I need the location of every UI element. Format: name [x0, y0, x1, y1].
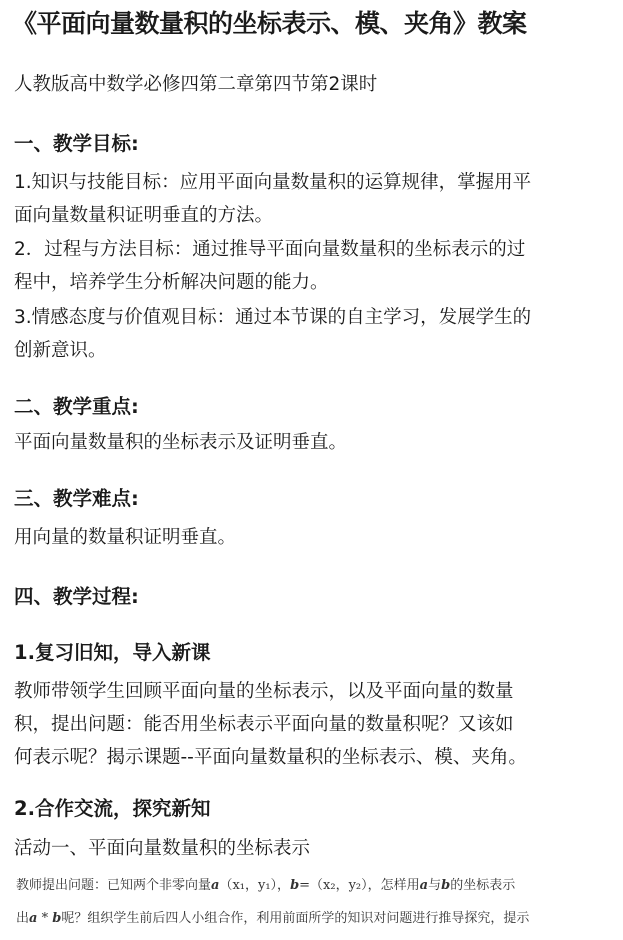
question-text-c: =（x₂，y₂），怎样用 [299, 878, 420, 893]
vector-a-symbol: a [29, 911, 38, 926]
section-heading-process: 四、教学过程: [14, 585, 139, 608]
section-heading-key-points: 二、教学重点: [14, 395, 139, 418]
question-text-b: （x₁，y₁）， [219, 878, 291, 893]
document-subtitle: 人教版高中数学必修四第二章第四节第2课时 [14, 74, 378, 95]
question-text-e: 的坐标表示 [450, 878, 516, 893]
process-review-line1: 教师带领学生回顾平面向量的坐标表示，以及平面向量的数量 [14, 681, 514, 702]
vector-b-symbol: b [52, 911, 62, 926]
vector-a-symbol: a [419, 878, 429, 893]
objective-item-2-line1: 2．过程与方法目标：通过推导平面向量数量积的坐标表示的过 [14, 239, 526, 260]
section-heading-objectives: 一、教学目标: [14, 132, 139, 155]
dot-operator: * [37, 911, 53, 926]
process-review-paragraph [14, 675, 614, 774]
objective-item-3-line2: 创新意识。 [14, 340, 107, 361]
vector-b-symbol: b [441, 878, 451, 893]
question-text-f: 出 [16, 911, 30, 926]
objective-item-1-line1: 1.知识与技能目标：应用平面向量数量积的运算规律，掌握用平 [14, 172, 532, 193]
difficulties-text: 用向量的数量积证明垂直。 [14, 527, 237, 548]
process-cooperate-heading: 2.合作交流，探究新知 [14, 797, 211, 820]
objective-item-2 [14, 233, 614, 299]
objective-item-1 [14, 166, 614, 232]
question-text-d: 与 [428, 878, 442, 893]
document-title: 《平面向量数量积的坐标表示、模、夹角》教案 [12, 9, 527, 38]
objective-item-1-line2: 面向量数量积证明垂直的方法。 [14, 205, 274, 226]
key-points-text: 平面向量数量积的坐标表示及证明垂直。 [14, 432, 348, 453]
process-review-line2: 积，提出问题：能否用坐标表示平面向量的数量积呢？又该如 [14, 714, 514, 735]
question-text-a: 教师提出问题：已知两个非零向量 [16, 878, 212, 893]
vector-b-symbol: b [290, 878, 300, 893]
objective-item-3-line1: 3.情感态度与价值观目标：通过本节课的自主学习，发展学生的 [14, 307, 532, 328]
objective-item-3 [14, 301, 614, 367]
process-activity-title: 活动一、平面向量数量积的坐标表示 [14, 838, 311, 859]
process-review-heading: 1.复习旧知，导入新课 [14, 641, 211, 664]
activity-question-line2 [16, 909, 616, 929]
question-text-g: 呢？组织学生前后四人小组合作，利用前面所学的知识对问题进行推导探究，提示 [61, 911, 530, 926]
vector-a-symbol: a [211, 878, 220, 893]
activity-question-line1 [16, 876, 616, 896]
process-review-line3: 何表示呢？揭示课题--平面向量数量积的坐标表示、模、夹角。 [14, 747, 527, 768]
section-heading-difficulties: 三、教学难点: [14, 487, 139, 510]
objective-item-2-line2: 程中，培养学生分析解决问题的能力。 [14, 272, 329, 293]
